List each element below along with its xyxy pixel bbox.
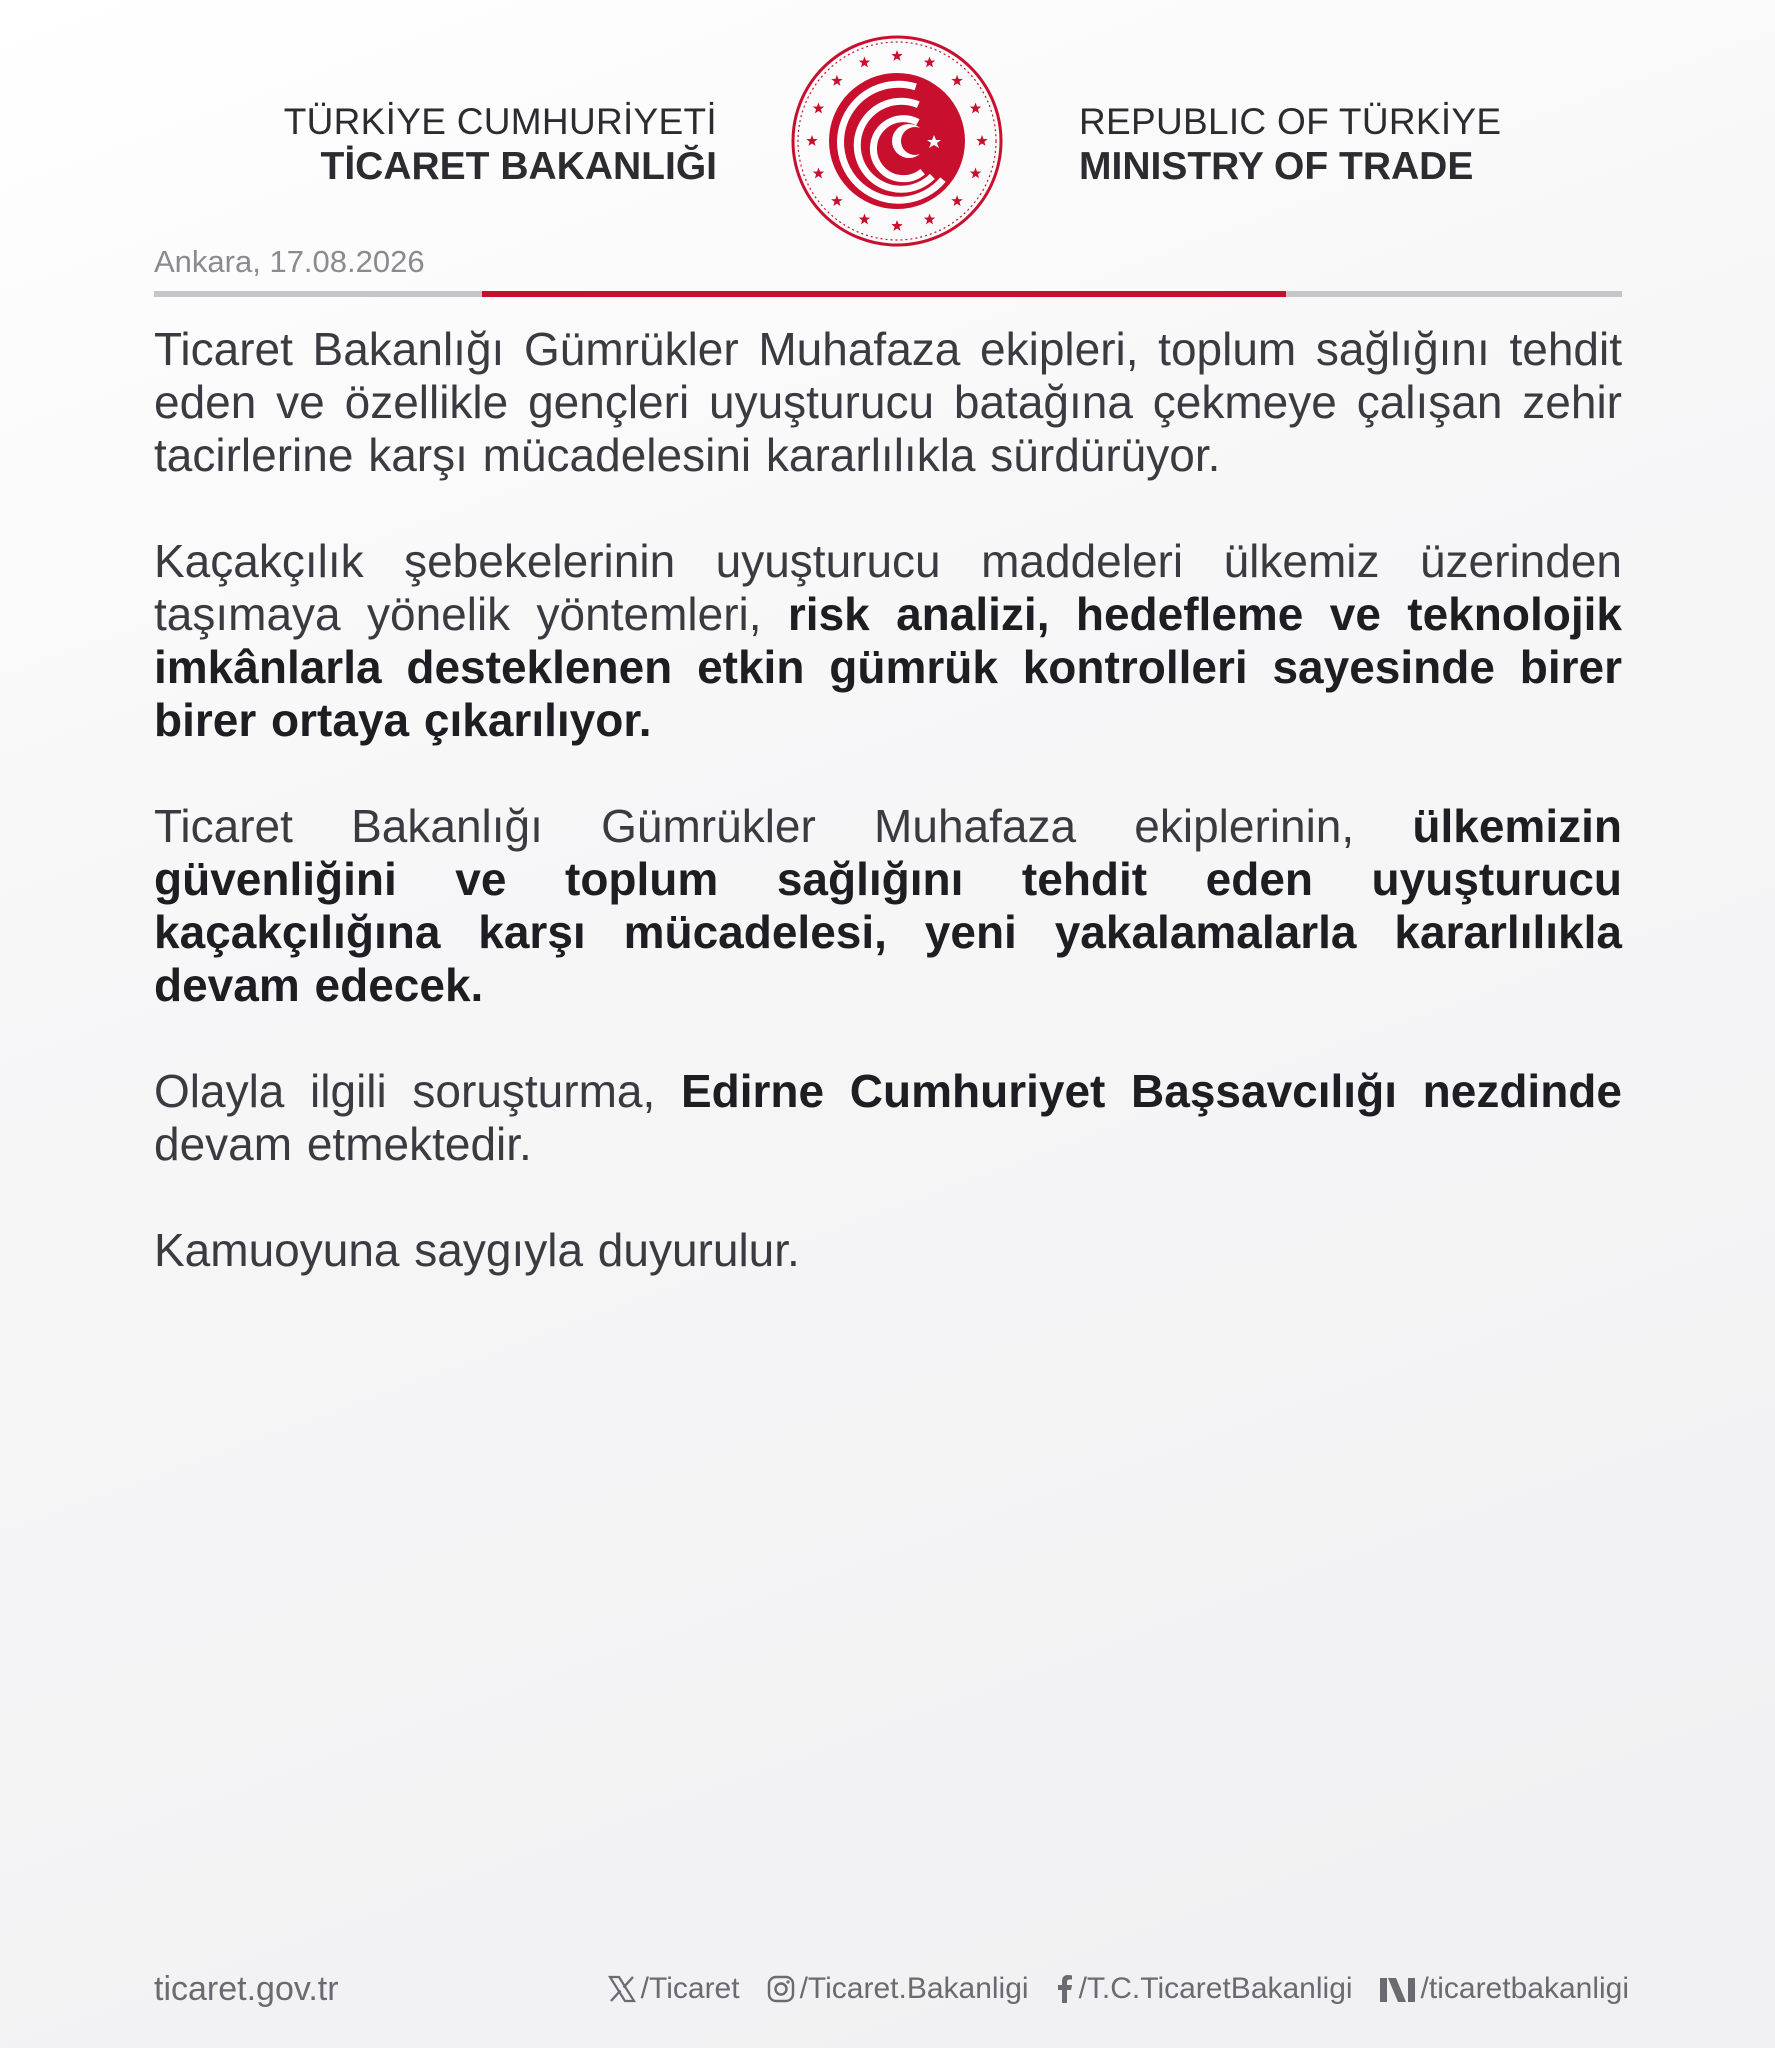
footer — [154, 1970, 1629, 2020]
paragraph-5 — [154, 1224, 1622, 1277]
letterhead — [0, 0, 1775, 260]
ministry-title-english: MINISTRY OF TRADE — [1079, 145, 1474, 188]
facebook-icon — [1055, 1974, 1075, 2004]
paragraph-3-emphasis: ülkemizin güvenliğini ve toplum sağlığını tehdit eden uyuşturucu kaçakçılığına karşı mücadelesi, yeni yakalamalarla kararlılıkla devam edecek. — [154, 800, 1622, 1011]
instagram-handle: /Ticaret.Bakanligi — [799, 1972, 1029, 2005]
emblem-star — [831, 195, 842, 206]
emblem-star — [924, 214, 935, 225]
paragraph-4 — [154, 1065, 1622, 1171]
emblem-star — [970, 102, 981, 113]
instagram-link[interactable] — [766, 1972, 1029, 2006]
instagram-icon — [766, 1974, 796, 2004]
emblem-star — [970, 168, 981, 179]
ministry-name-turkish — [284, 100, 717, 190]
x-link[interactable] — [607, 1972, 740, 2006]
nsosyal-link[interactable] — [1379, 1972, 1629, 2006]
ministry-name-english — [1079, 100, 1501, 190]
paragraph-2 — [154, 535, 1622, 747]
facebook-handle: /T.C.TicaretBakanligi — [1078, 1972, 1353, 2005]
closing-line: Kamuoyuna saygıyla duyurulur. — [154, 1224, 800, 1276]
header-divider-accent — [482, 291, 1286, 297]
paragraph-2-text: Kaçakçılık şebekelerinin uyuşturucu maddeleri ülkemiz üzerinden taşımaya yönelik yöntemleri, — [154, 535, 1622, 640]
nsosyal-icon — [1379, 1974, 1417, 2004]
emblem-star — [891, 220, 902, 231]
emblem-star — [859, 56, 870, 67]
paragraph-1 — [154, 323, 1622, 482]
emblem-star — [806, 135, 817, 146]
x-handle: /Ticaret — [640, 1972, 740, 2005]
emblem-star — [976, 135, 987, 146]
paragraph-4-emphasis: Edirne Cumhuriyet Başsavcılığı nezdinde — [680, 1065, 1622, 1117]
paragraph-2-emphasis: risk analizi, hedefleme ve teknolojik imkânlarla desteklenen etkin gümrük kontrolleri sayesinde birer birer ortaya çıkarılıyor. — [154, 588, 1622, 746]
emblem-star — [859, 214, 870, 225]
emblem-star — [951, 195, 962, 206]
emblem-star — [924, 56, 935, 67]
paragraph-1-text: Ticaret Bakanlığı Gümrükler Muhafaza ekipleri, toplum sağlığını tehdit eden ve özellikle gençleri uyuşturucu batağına çekmeye çalışan zehir tacirlerine karşı mücadelesini kararlılıkla sürdürüyor. — [154, 323, 1622, 481]
paragraph-3-text: Ticaret Bakanlığı Gümrükler Muhafaza ekiplerinin, — [154, 800, 1413, 852]
date-line: Ankara, 17.08.2026 — [154, 244, 425, 279]
emblem-star — [831, 75, 842, 86]
emblem-star — [891, 50, 902, 61]
website-link[interactable]: ticaret.gov.tr — [154, 1970, 339, 2008]
country-name-english: REPUBLIC OF TÜRKİYE — [1079, 101, 1502, 142]
ministry-title-turkish: TİCARET BAKANLIĞI — [320, 145, 717, 188]
nsosyal-handle: /ticaretbakanligi — [1420, 1972, 1629, 2005]
x-logo-icon — [607, 1974, 637, 2004]
emblem-star — [813, 102, 824, 113]
emblem-star — [951, 75, 962, 86]
paragraph-4-text: Olayla ilgili soruşturma, — [154, 1065, 681, 1117]
social-links — [607, 1972, 1629, 2006]
press-release-body — [154, 323, 1622, 1330]
paragraph-3 — [154, 800, 1622, 1012]
country-name-turkish: TÜRKİYE CUMHURİYETİ — [283, 101, 717, 142]
facebook-link[interactable] — [1055, 1972, 1353, 2006]
paragraph-4-end: devam etmektedir. — [154, 1118, 532, 1170]
emblem-star — [813, 168, 824, 179]
ministry-emblem-icon — [789, 33, 1005, 249]
